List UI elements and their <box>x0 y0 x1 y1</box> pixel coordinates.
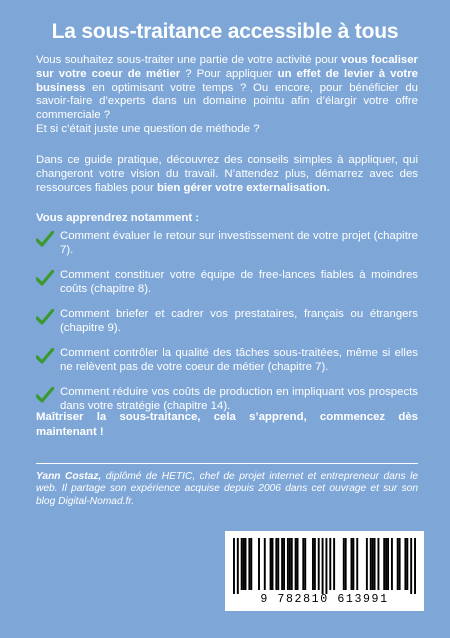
list-item-text: Comment constituer votre équipe de free-lances fiables à moindres coûts (chapitre 8). <box>60 269 418 295</box>
list-item-text: Comment réduire vos coûts de production en impliquant vos prospects dans votre stratégie (chapitre 14). <box>60 386 418 412</box>
barcode-bar <box>314 538 316 590</box>
barcode-bar <box>352 538 354 590</box>
barcode-bar <box>399 538 401 590</box>
barcode-bar <box>289 538 291 590</box>
divider <box>36 463 418 464</box>
barcode-bar <box>295 538 297 590</box>
barcode-bar <box>248 538 250 590</box>
barcode-bar <box>414 538 416 594</box>
list-item <box>36 269 418 302</box>
barcode-bar <box>277 538 279 590</box>
barcode-bar <box>387 538 389 590</box>
barcode-bars <box>233 538 416 594</box>
barcode-bar <box>356 538 358 590</box>
checkmark-icon <box>36 348 54 364</box>
barcode-bar <box>272 538 274 590</box>
barcode-bar <box>243 538 245 590</box>
barcode-bar <box>245 538 247 590</box>
barcode-bar <box>264 538 266 590</box>
barcode-bar <box>291 538 293 590</box>
checkmark-icon <box>36 309 54 325</box>
barcode-bar <box>397 538 399 590</box>
barcode-bar <box>318 538 320 590</box>
checkmark-icon <box>36 231 54 247</box>
guide-paragraph: Dans ce guide pratique, découvrez des conseils simples à appliquer, qui changeront votre vision du travail. N’attendez plus, démarrez avec des ressources fiables pour bien gérer votre externalisation. <box>36 154 418 194</box>
barcode-bar <box>325 538 327 594</box>
barcode-bar <box>250 538 252 590</box>
list-item <box>36 230 418 263</box>
barcode-bar <box>287 538 289 590</box>
barcode-bar <box>302 538 304 590</box>
barcode-bar <box>281 538 283 590</box>
barcode-bar <box>329 538 331 590</box>
barcode-bar <box>322 538 324 594</box>
list-item <box>36 308 418 341</box>
isbn-barcode <box>225 531 424 611</box>
barcode-bar <box>404 538 406 590</box>
barcode-bar <box>372 538 374 590</box>
barcode-bar <box>304 538 306 590</box>
barcode-bar <box>258 538 260 590</box>
barcode-bar <box>383 538 385 590</box>
conclusion-text: Maîtriser la sous-traitance, cela s’apprend, commencez dès maintenant ! <box>36 411 418 438</box>
list-item <box>36 347 418 380</box>
barcode-bar <box>410 538 412 594</box>
barcode-bar <box>374 538 376 590</box>
barcode-bar <box>233 538 235 594</box>
list-item-text: Comment évaluer le retour sur investissement de votre projet (chapitre 7). <box>60 230 418 256</box>
list-item-text: Comment contrôler la qualité des tâches sous-traitées, même si elles ne relèvent pas de votre coeur de métier (chapitre 7). <box>60 347 418 373</box>
barcode-bar <box>283 538 285 590</box>
barcode-bar <box>385 538 387 590</box>
checkmark-icon <box>36 387 54 403</box>
learn-heading: Vous apprendrez notamment : <box>36 212 200 224</box>
barcode-bar <box>377 538 379 590</box>
barcode-bar <box>297 538 299 590</box>
barcode-bar <box>270 538 272 590</box>
list-item-text: Comment briefer et cadrer vos prestataires, français ou étrangers (chapitre 9). <box>60 308 418 334</box>
intro-paragraph: Vous souhaitez sous-traiter une partie de votre activité pour vous focaliser sur votre coeur de métier ? Pour appliquer un effet de levier à votre business en optimisant votre temps ? Ou encore, pour bénéficier du savoir-faire d’experts dans un domaine pointu afin d’élargir votre offre commerciale ? Et si c’était juste une question de méthode ? <box>36 54 418 135</box>
barcode-bar <box>333 538 335 590</box>
barcode-bar <box>391 538 393 590</box>
learn-list <box>36 230 418 425</box>
barcode-bar <box>345 538 347 590</box>
isbn-number: 9 782810 613991 <box>260 593 389 606</box>
barcode-bar <box>406 538 408 590</box>
barcode-bar <box>237 538 239 594</box>
barcode-bar <box>370 538 372 590</box>
author-bio: Yann Costaz, diplômé de HETIC, chef de projet internet et entrepreneur dans le web. Il partage son expérience acquise depuis 2006 dans cet ouvrage et sur son blog Digital-Nomad.fr. <box>36 471 419 507</box>
barcode-bar <box>351 538 353 590</box>
barcode-bar <box>312 538 314 590</box>
cover-title: La sous-traitance accessible à tous <box>51 20 399 43</box>
barcode-bar <box>241 538 243 590</box>
checkmark-icon <box>36 270 54 286</box>
barcode-bar <box>366 538 368 590</box>
barcode-bar <box>343 538 345 590</box>
barcode-bar <box>275 538 277 590</box>
